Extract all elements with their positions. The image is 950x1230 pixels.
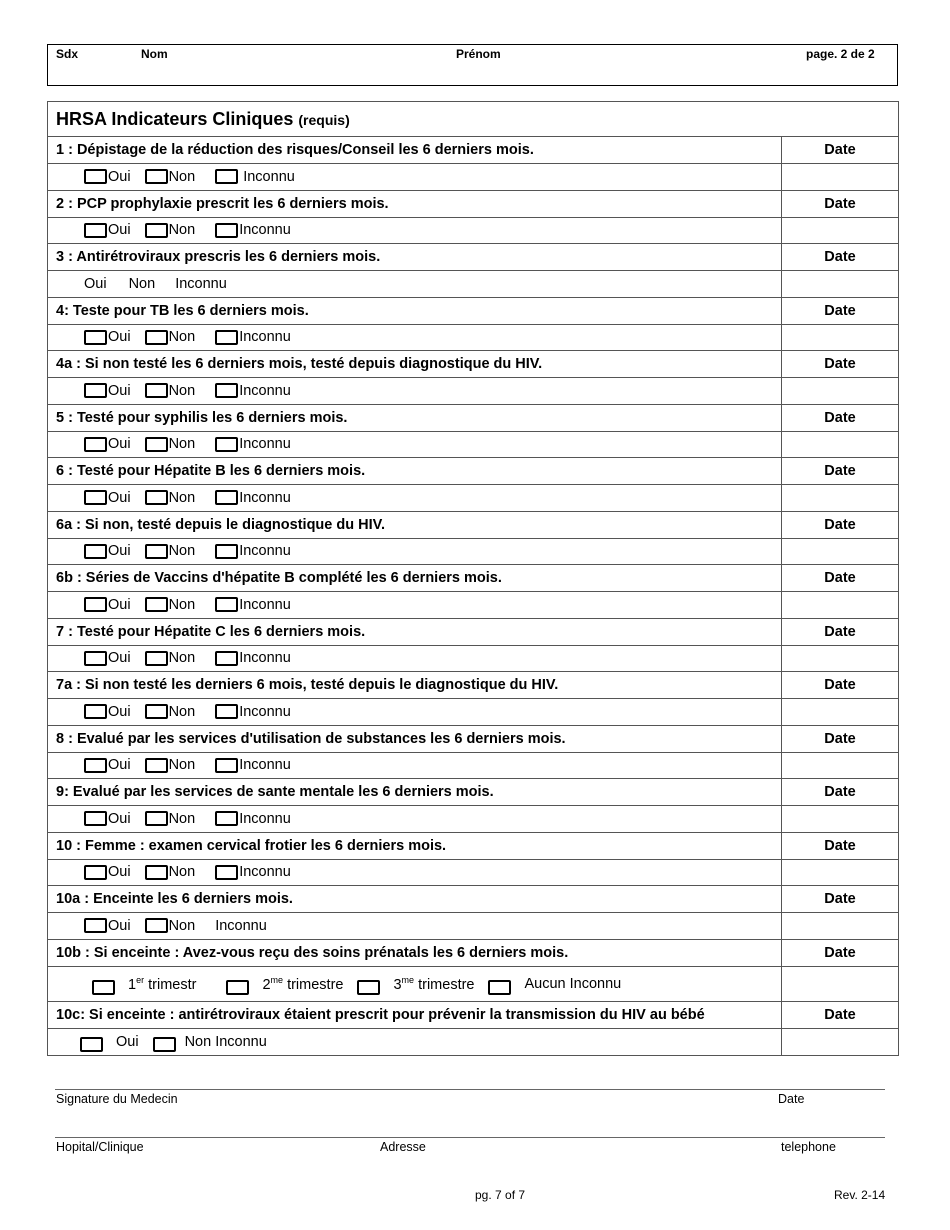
- page-label: page. 2 de 2: [806, 47, 875, 61]
- answer-options: Oui Non Inconnu: [56, 650, 781, 666]
- non-checkbox[interactable]: [145, 865, 168, 880]
- date-header: Date: [782, 458, 899, 485]
- hospital-label: Hopital/Clinique: [56, 1140, 144, 1154]
- inconnu-checkbox[interactable]: [215, 330, 238, 345]
- inconnu-checkbox[interactable]: [215, 490, 238, 505]
- date-field[interactable]: [782, 645, 899, 672]
- date-header: Date: [782, 886, 899, 913]
- trimestre-2-checkbox[interactable]: [226, 980, 249, 995]
- question-6a: 6a : Si non, testé depuis le diagnostique du HIV.: [48, 511, 782, 538]
- inconnu-checkbox[interactable]: [215, 437, 238, 452]
- oui-checkbox[interactable]: [84, 865, 107, 880]
- answer-options: Oui Non Inconnu: [56, 543, 781, 559]
- question-10: 10 : Femme : examen cervical frotier les 6 derniers mois.: [48, 832, 782, 859]
- non-checkbox[interactable]: [145, 758, 168, 773]
- date-field[interactable]: [782, 485, 899, 512]
- date-field[interactable]: [782, 324, 899, 351]
- question-10b: 10b : Si enceinte : Avez-vous reçu des soins prénatals les 6 derniers mois.: [48, 939, 782, 966]
- non-checkbox[interactable]: [145, 704, 168, 719]
- date-header: Date: [782, 672, 899, 699]
- telephone-label: telephone: [781, 1140, 836, 1154]
- answer-options: Oui Non Inconnu: [56, 490, 781, 506]
- date-header: Date: [782, 511, 899, 538]
- inconnu-checkbox[interactable]: [215, 758, 238, 773]
- answer-options: Oui Non Inconnu: [56, 811, 781, 827]
- address-label: Adresse: [380, 1140, 426, 1154]
- answer-options: Oui Non Inconnu: [56, 436, 781, 452]
- inconnu-checkbox[interactable]: [215, 651, 238, 666]
- signature-label: Signature du Medecin: [56, 1092, 178, 1106]
- question-6: 6 : Testé pour Hépatite B les 6 derniers mois.: [48, 458, 782, 485]
- question-9: 9: Evalué par les services de sante mentale les 6 derniers mois.: [48, 779, 782, 806]
- non-checkbox[interactable]: [145, 651, 168, 666]
- date-header: Date: [782, 137, 899, 164]
- oui-checkbox[interactable]: [84, 651, 107, 666]
- oui-checkbox[interactable]: [84, 704, 107, 719]
- date-header: Date: [782, 404, 899, 431]
- non-checkbox[interactable]: [145, 169, 168, 184]
- date-header: Date: [782, 351, 899, 378]
- non-checkbox[interactable]: [145, 223, 168, 238]
- answer-options: Oui Non Inconnu: [56, 383, 781, 399]
- trimestre-options: [56, 972, 781, 995]
- oui-checkbox[interactable]: [84, 597, 107, 612]
- question-7a: 7a : Si non testé les derniers 6 mois, testé depuis le diagnostique du HIV.: [48, 672, 782, 699]
- answer-options: Oui Non Inconnu: [56, 169, 781, 185]
- date-field[interactable]: [782, 859, 899, 886]
- aucun-checkbox[interactable]: [488, 980, 511, 995]
- hospital-line[interactable]: [55, 1137, 885, 1138]
- oui-checkbox[interactable]: [84, 330, 107, 345]
- non-option[interactable]: Non: [128, 275, 156, 292]
- inconnu-checkbox[interactable]: [215, 223, 238, 238]
- answer-options: Oui Non Inconnu: [56, 864, 781, 880]
- date-header: Date: [782, 1001, 899, 1028]
- date-field[interactable]: [782, 592, 899, 619]
- revision: Rev. 2-14: [834, 1188, 886, 1202]
- date-header: Date: [782, 779, 899, 806]
- non-checkbox[interactable]: [145, 918, 168, 933]
- date-field[interactable]: [782, 217, 899, 244]
- question-6b: 6b : Séries de Vaccins d'hépatite B complété les 6 derniers mois.: [48, 565, 782, 592]
- non-checkbox[interactable]: [145, 330, 168, 345]
- question-10a: 10a : Enceinte les 6 derniers mois.: [48, 886, 782, 913]
- question-4: 4: Teste pour TB les 6 derniers mois.: [48, 297, 782, 324]
- non-checkbox[interactable]: [145, 437, 168, 452]
- date-field[interactable]: [782, 806, 899, 833]
- page-number: pg. 7 of 7: [475, 1188, 526, 1202]
- date-field[interactable]: [782, 271, 899, 298]
- date-field[interactable]: [782, 431, 899, 458]
- trimestre-3-label: $3^{me}$ trimestre: [393, 974, 475, 993]
- oui-checkbox[interactable]: [84, 437, 107, 452]
- date-header: Date: [782, 939, 899, 966]
- inconnu-checkbox[interactable]: [215, 544, 238, 559]
- question-2: 2 : PCP prophylaxie prescrit les 6 derniers mois.: [48, 190, 782, 217]
- date-field[interactable]: [782, 966, 899, 1001]
- question-1: 1 : Dépistage de la réduction des risques/Conseil les 6 derniers mois.: [48, 137, 782, 164]
- date-header: Date: [782, 297, 899, 324]
- question-5: 5 : Testé pour syphilis les 6 derniers mois.: [48, 404, 782, 431]
- inconnu-checkbox[interactable]: [215, 811, 238, 826]
- oui-checkbox[interactable]: [84, 758, 107, 773]
- non-inconnu-label: Non Inconnu: [184, 1033, 267, 1050]
- inconnu-checkbox[interactable]: [215, 865, 238, 880]
- date-header: Date: [782, 244, 899, 271]
- inconnu-checkbox[interactable]: [215, 169, 238, 184]
- date-field[interactable]: [782, 752, 899, 779]
- question-10c: 10c: Si enceinte : antirétroviraux étaient prescrit pour prévenir la transmission du HIV au bébé: [48, 1001, 782, 1028]
- prenom-label: Prénom: [456, 47, 501, 61]
- non-checkbox[interactable]: [153, 1037, 176, 1052]
- date-header: Date: [782, 618, 899, 645]
- oui-checkbox[interactable]: [80, 1037, 103, 1052]
- indicators-table: [47, 101, 899, 1056]
- date-field[interactable]: [782, 378, 899, 405]
- date-header: Date: [782, 725, 899, 752]
- aucun-inconnu-label: Aucun Inconnu: [524, 975, 622, 992]
- inconnu-checkbox[interactable]: [215, 704, 238, 719]
- date-header: Date: [782, 190, 899, 217]
- oui-checkbox[interactable]: [84, 811, 107, 826]
- answer-options: Oui Non Inconnu: [56, 918, 781, 934]
- answer-options: Oui Non Inconnu: [56, 597, 781, 613]
- oui-checkbox[interactable]: [84, 544, 107, 559]
- signature-line[interactable]: [55, 1089, 885, 1090]
- oui-label: Oui: [116, 1033, 139, 1050]
- trimestre-2-label: $2^{me}$ trimestre: [262, 974, 344, 993]
- non-checkbox[interactable]: [145, 490, 168, 505]
- trimestre-1-checkbox[interactable]: [92, 980, 115, 995]
- answer-options: Oui Non Inconnu: [56, 704, 781, 720]
- oui-checkbox[interactable]: [84, 383, 107, 398]
- date-field[interactable]: [782, 538, 899, 565]
- inconnu-option[interactable]: Inconnu: [215, 917, 267, 934]
- inconnu-checkbox[interactable]: [215, 597, 238, 612]
- date-field[interactable]: [782, 1028, 899, 1055]
- answer-options: Oui Non Inconnu: [56, 757, 781, 773]
- non-checkbox[interactable]: [145, 597, 168, 612]
- trimestre-1-label: 1er trimestr: [128, 974, 197, 993]
- date-field[interactable]: [782, 699, 899, 726]
- signature-date-label: Date: [778, 1092, 805, 1106]
- non-checkbox[interactable]: [145, 383, 168, 398]
- question-8: 8 : Evalué par les services d'utilisation de substances les 6 derniers mois.: [48, 725, 782, 752]
- answer-options: [56, 276, 781, 292]
- inconnu-option[interactable]: Inconnu: [175, 275, 227, 292]
- oui-option[interactable]: Oui: [84, 275, 107, 292]
- question-7: 7 : Testé pour Hépatite C les 6 derniers mois.: [48, 618, 782, 645]
- inconnu-checkbox[interactable]: [215, 383, 238, 398]
- date-header: Date: [782, 565, 899, 592]
- oui-checkbox[interactable]: [84, 169, 107, 184]
- oui-checkbox[interactable]: [84, 223, 107, 238]
- non-checkbox[interactable]: [145, 544, 168, 559]
- trimestre-3-checkbox[interactable]: [357, 980, 380, 995]
- patient-header: [47, 44, 898, 86]
- form-title: HRSA Indicateurs Cliniques (requis): [48, 102, 899, 137]
- date-field[interactable]: [782, 913, 899, 940]
- question-3: 3 : Antirétroviraux prescris les 6 derniers mois.: [48, 244, 782, 271]
- question-4a: 4a : Si non testé les 6 derniers mois, testé depuis diagnostique du HIV.: [48, 351, 782, 378]
- oui-checkbox[interactable]: [84, 490, 107, 505]
- date-header: Date: [782, 832, 899, 859]
- date-field[interactable]: [782, 164, 899, 191]
- sdx-label: Sdx: [56, 47, 79, 61]
- answer-options: [56, 1031, 781, 1052]
- answer-options: Oui Non Inconnu: [56, 222, 781, 238]
- nom-label: Nom: [141, 47, 168, 61]
- non-checkbox[interactable]: [145, 811, 168, 826]
- answer-options: Oui Non Inconnu: [56, 329, 781, 345]
- oui-checkbox[interactable]: [84, 918, 107, 933]
